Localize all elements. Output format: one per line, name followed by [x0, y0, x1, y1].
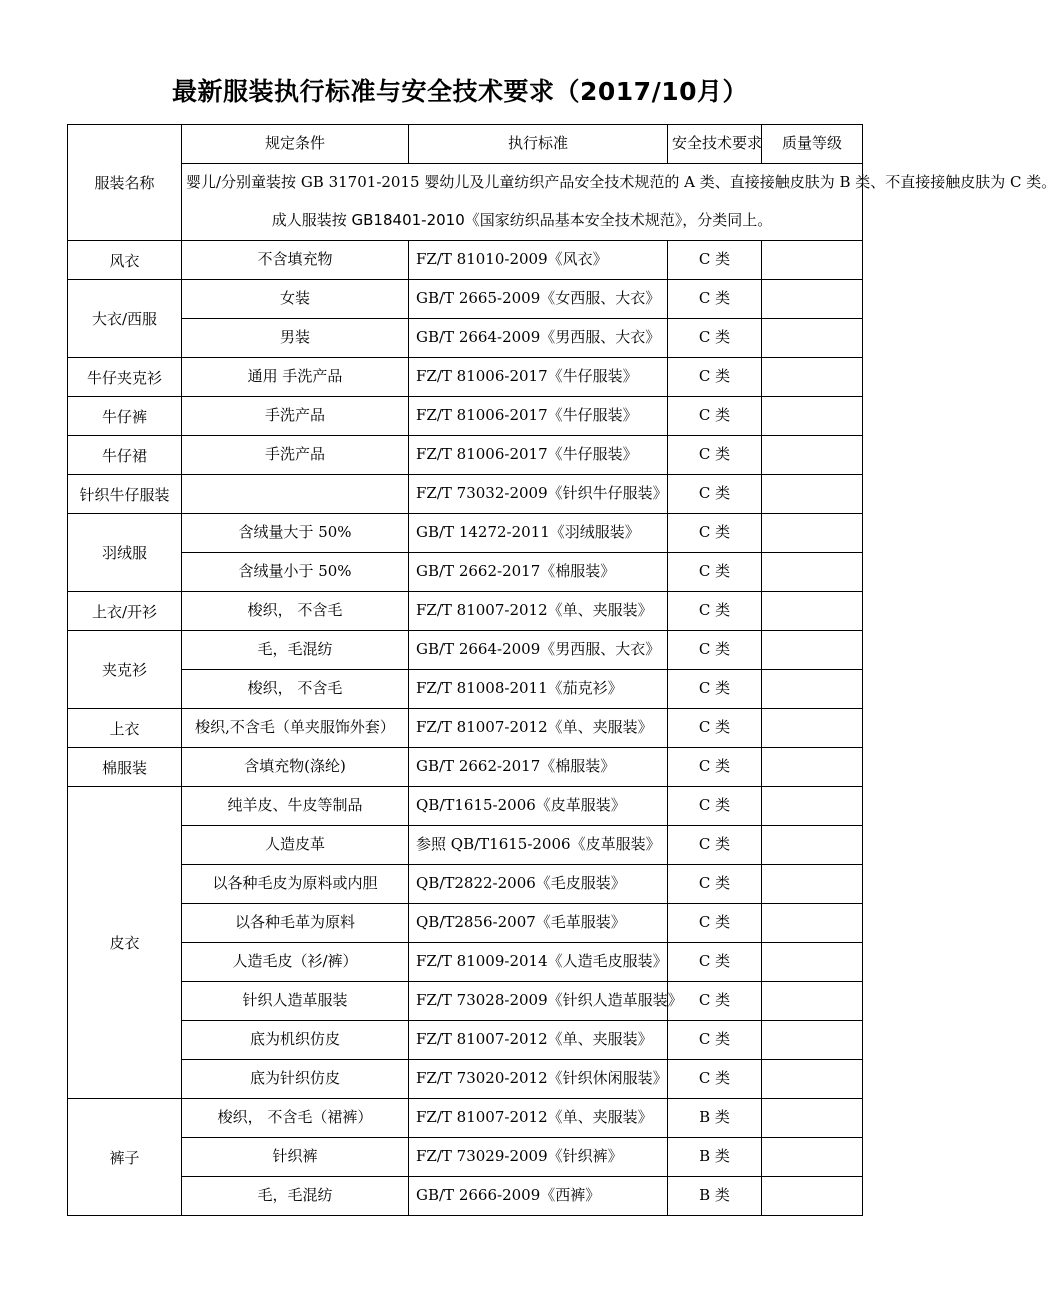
- condition-cell: 梭织,不含毛（单夹服饰外套）: [182, 709, 409, 748]
- quality-grade-cell: [762, 1177, 863, 1216]
- table-row: [68, 280, 863, 319]
- quality-grade-cell: [762, 514, 863, 553]
- condition-cell: 人造皮革: [182, 826, 409, 865]
- note-row-adult: [68, 202, 863, 241]
- garment-name: 牛仔裤: [68, 397, 182, 436]
- table-row: [68, 670, 863, 709]
- quality-grade-cell: [762, 787, 863, 826]
- safety-class-cell: C 类: [668, 865, 762, 904]
- table-row: [68, 514, 863, 553]
- garment-name: 上衣: [68, 709, 182, 748]
- standard-cell: QB/T2822-2006《毛皮服装》: [409, 865, 668, 904]
- safety-class-cell: C 类: [668, 1021, 762, 1060]
- quality-grade-cell: [762, 280, 863, 319]
- header-standard: 执行标准: [409, 125, 668, 164]
- garment-name: 针织牛仔服装: [68, 475, 182, 514]
- quality-grade-cell: [762, 943, 863, 982]
- condition-cell: 不含填充物: [182, 241, 409, 280]
- garment-name: 大衣/西服: [68, 280, 182, 358]
- quality-grade-cell: [762, 397, 863, 436]
- quality-grade-cell: [762, 709, 863, 748]
- quality-grade-cell: [762, 1138, 863, 1177]
- standards-table-body: [68, 125, 1056, 1216]
- standard-cell: GB/T 2664-2009《男西服、大衣》: [409, 631, 668, 670]
- table-row: [68, 475, 863, 514]
- safety-class-cell: C 类: [668, 436, 762, 475]
- safety-class-cell: C 类: [668, 475, 762, 514]
- table-row: [68, 1021, 863, 1060]
- standard-cell: FZ/T 81006-2017《牛仔服装》: [409, 397, 668, 436]
- condition-cell: 针织人造革服装: [182, 982, 409, 1021]
- standard-cell: GB/T 2665-2009《女西服、大衣》: [409, 280, 668, 319]
- standard-cell: FZ/T 73032-2009《针织牛仔服装》: [409, 475, 668, 514]
- table-row: [68, 358, 863, 397]
- standard-cell: FZ/T 73020-2012《针织休闲服装》: [409, 1060, 668, 1099]
- condition-cell: 手洗产品: [182, 436, 409, 475]
- condition-cell: 通用 手洗产品: [182, 358, 409, 397]
- standard-cell: FZ/T 81009-2014《人造毛皮服装》: [409, 943, 668, 982]
- standard-cell: FZ/T 81010-2009《风衣》: [409, 241, 668, 280]
- condition-cell: 含填充物(涤纶): [182, 748, 409, 787]
- header-quality: 质量等级: [762, 125, 863, 164]
- standard-cell: GB/T 2666-2009《西裤》: [409, 1177, 668, 1216]
- quality-grade-cell: [762, 670, 863, 709]
- standard-cell: QB/T1615-2006《皮革服装》: [409, 787, 668, 826]
- table-row: [68, 631, 863, 670]
- condition-cell: 底为针织仿皮: [182, 1060, 409, 1099]
- standard-cell: GB/T 2664-2009《男西服、大衣》: [409, 319, 668, 358]
- garment-name: 牛仔夹克衫: [68, 358, 182, 397]
- header-safety: 安全技术要求: [668, 125, 762, 164]
- quality-grade-cell: [762, 241, 863, 280]
- table-row: [68, 943, 863, 982]
- safety-class-cell: C 类: [668, 1060, 762, 1099]
- safety-class-cell: C 类: [668, 826, 762, 865]
- garment-name: 上衣/开衫: [68, 592, 182, 631]
- table-row: [68, 436, 863, 475]
- condition-cell: 底为机织仿皮: [182, 1021, 409, 1060]
- condition-cell: 针织裤: [182, 1138, 409, 1177]
- table-row: [68, 709, 863, 748]
- condition-cell: 梭织， 不含毛（裙裤）: [182, 1099, 409, 1138]
- safety-class-cell: C 类: [668, 670, 762, 709]
- quality-grade-cell: [762, 865, 863, 904]
- quality-grade-cell: [762, 436, 863, 475]
- safety-class-cell: C 类: [668, 904, 762, 943]
- safety-class-cell: C 类: [668, 241, 762, 280]
- standard-cell: GB/T 2662-2017《棉服装》: [409, 748, 668, 787]
- condition-cell: 含绒量大于 50%: [182, 514, 409, 553]
- garment-name: 棉服装: [68, 748, 182, 787]
- note-adult: 成人服装按 GB18401-2010《国家纺织品基本安全技术规范》，分类同上。: [182, 202, 863, 241]
- note-row-child: [68, 164, 863, 203]
- quality-grade-cell: [762, 553, 863, 592]
- header-condition: 规定条件: [182, 125, 409, 164]
- standard-cell: FZ/T 81007-2012《单、夹服装》: [409, 709, 668, 748]
- table-row: [68, 592, 863, 631]
- header-row: [68, 125, 863, 164]
- safety-class-cell: C 类: [668, 358, 762, 397]
- safety-class-cell: C 类: [668, 982, 762, 1021]
- quality-grade-cell: [762, 319, 863, 358]
- condition-cell: 毛，毛混纺: [182, 631, 409, 670]
- quality-grade-cell: [762, 904, 863, 943]
- table-row: [68, 865, 863, 904]
- table-row: [68, 982, 863, 1021]
- quality-grade-cell: [762, 826, 863, 865]
- garment-name: 夹克衫: [68, 631, 182, 709]
- condition-cell: 手洗产品: [182, 397, 409, 436]
- header-name: 服装名称: [68, 125, 182, 241]
- safety-class-cell: B 类: [668, 1177, 762, 1216]
- safety-class-cell: C 类: [668, 787, 762, 826]
- safety-class-cell: C 类: [668, 592, 762, 631]
- standard-cell: FZ/T 81008-2011《茄克衫》: [409, 670, 668, 709]
- standard-cell: FZ/T 73029-2009《针织裤》: [409, 1138, 668, 1177]
- quality-grade-cell: [762, 748, 863, 787]
- standard-cell: FZ/T 81006-2017《牛仔服装》: [409, 358, 668, 397]
- safety-class-cell: C 类: [668, 631, 762, 670]
- table-row: [68, 904, 863, 943]
- table-row: [68, 241, 863, 280]
- quality-grade-cell: [762, 1021, 863, 1060]
- safety-class-cell: B 类: [668, 1138, 762, 1177]
- garment-name: 皮衣: [68, 787, 182, 1099]
- safety-class-cell: C 类: [668, 943, 762, 982]
- condition-cell: 梭织， 不含毛: [182, 670, 409, 709]
- condition-cell: 以各种毛革为原料: [182, 904, 409, 943]
- standard-cell: QB/T2856-2007《毛革服装》: [409, 904, 668, 943]
- table-row: [68, 397, 863, 436]
- safety-class-cell: B 类: [668, 1099, 762, 1138]
- quality-grade-cell: [762, 631, 863, 670]
- condition-cell: 含绒量小于 50%: [182, 553, 409, 592]
- table-row: [68, 1138, 863, 1177]
- condition-cell: 女装: [182, 280, 409, 319]
- standard-cell: 参照 QB/T1615-2006《皮革服装》: [409, 826, 668, 865]
- condition-cell: 纯羊皮、牛皮等制品: [182, 787, 409, 826]
- garment-name: 裤子: [68, 1099, 182, 1216]
- safety-class-cell: C 类: [668, 397, 762, 436]
- standard-cell: FZ/T 81007-2012《单、夹服装》: [409, 1021, 668, 1060]
- table-row: [68, 1099, 863, 1138]
- note-child: 婴儿/分别童装按 GB 31701-2015 婴幼儿及儿童纺织产品安全技术规范的 A 类、直接接触皮肤为 B 类、不直接接触皮肤为 C 类。: [182, 164, 863, 203]
- quality-grade-cell: [762, 1060, 863, 1099]
- standard-cell: GB/T 2662-2017《棉服装》: [409, 553, 668, 592]
- table-row: [68, 319, 863, 358]
- quality-grade-cell: [762, 592, 863, 631]
- table-row: [68, 1060, 863, 1099]
- condition-cell: 以各种毛皮为原料或内胆: [182, 865, 409, 904]
- standard-cell: FZ/T 73028-2009《针织人造革服装》: [409, 982, 668, 1021]
- standards-table: [67, 124, 1056, 1216]
- safety-class-cell: C 类: [668, 319, 762, 358]
- standard-cell: FZ/T 81007-2012《单、夹服装》: [409, 1099, 668, 1138]
- table-row: [68, 748, 863, 787]
- table-row: [68, 826, 863, 865]
- garment-name: 风衣: [68, 241, 182, 280]
- garment-name: 羽绒服: [68, 514, 182, 592]
- condition-cell: 毛，毛混纺: [182, 1177, 409, 1216]
- safety-class-cell: C 类: [668, 280, 762, 319]
- safety-class-cell: C 类: [668, 748, 762, 787]
- table-row: [68, 787, 863, 826]
- quality-grade-cell: [762, 982, 863, 1021]
- safety-class-cell: C 类: [668, 553, 762, 592]
- page-title: 最新服装执行标准与安全技术要求（2017/10月）: [171, 77, 748, 106]
- condition-cell: 人造毛皮（衫/裤）: [182, 943, 409, 982]
- condition-cell: 男装: [182, 319, 409, 358]
- safety-class-cell: C 类: [668, 709, 762, 748]
- condition-cell: [182, 475, 409, 514]
- garment-name: 牛仔裙: [68, 436, 182, 475]
- quality-grade-cell: [762, 1099, 863, 1138]
- safety-class-cell: C 类: [668, 514, 762, 553]
- standard-cell: FZ/T 81007-2012《单、夹服装》: [409, 592, 668, 631]
- table-row: [68, 553, 863, 592]
- condition-cell: 梭织， 不含毛: [182, 592, 409, 631]
- standard-cell: FZ/T 81006-2017《牛仔服装》: [409, 436, 668, 475]
- quality-grade-cell: [762, 475, 863, 514]
- quality-grade-cell: [762, 358, 863, 397]
- standard-cell: GB/T 14272-2011《羽绒服装》: [409, 514, 668, 553]
- table-row: [68, 1177, 863, 1216]
